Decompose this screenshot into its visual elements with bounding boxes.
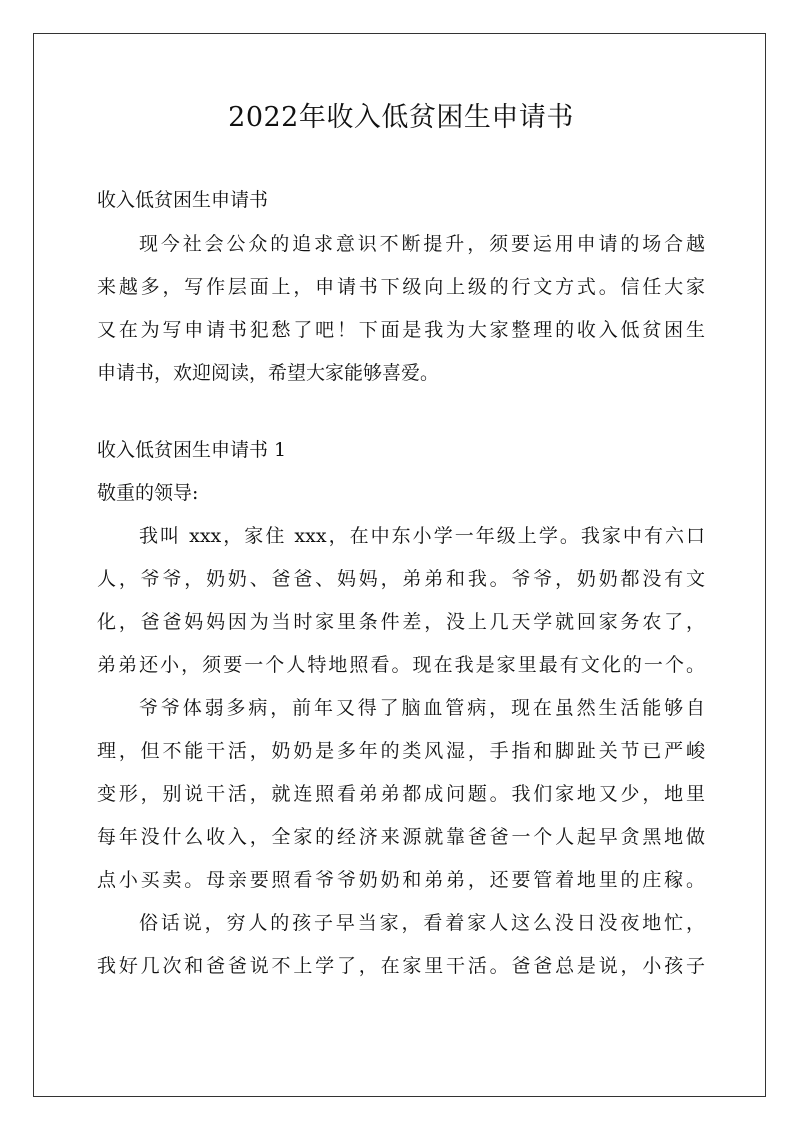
paragraph-line: 现今社会公众的追求意识不断提升，须要运用申请的场合越 bbox=[139, 233, 705, 255]
section-heading: 收入低贫困生申请书 bbox=[97, 189, 269, 211]
paragraph-line: 俗话说，穷人的孩子早当家，看着家人这么没日没夜地忙， bbox=[139, 912, 705, 934]
paragraph-line: 又在为写申请书犯愁了吧！下面是我为大家整理的收入低贫困生 bbox=[97, 319, 705, 341]
paragraph-line: 我叫 xxx，家住 xxx，在中东小学一年级上学。我家中有六口 bbox=[139, 525, 705, 547]
paragraph-line: 申请书，欢迎阅读，希望大家能够喜爱。 bbox=[97, 362, 440, 384]
paragraph-line: 点小买卖。母亲要照看爷爷奶奶和弟弟，还要管着地里的庄稼。 bbox=[97, 869, 705, 891]
paragraph-line: 弟弟还小，须要一个人特地照看。现在我是家里最有文化的一个。 bbox=[97, 654, 705, 676]
paragraph-line: 理，但不能干活，奶奶是多年的类风湿，手指和脚趾关节已严峻 bbox=[97, 740, 705, 762]
paragraph-line: 每年没什么收入，全家的经济来源就靠爸爸一个人起早贪黑地做 bbox=[97, 826, 705, 848]
paragraph-line: 爷爷体弱多病，前年又得了脑血管病，现在虽然生活能够自 bbox=[139, 697, 705, 719]
paragraph-line: 我好几次和爸爸说不上学了，在家里干活。爸爸总是说，小孩子 bbox=[97, 955, 705, 977]
paragraph-line: 人，爷爷，奶奶、爸爸、妈妈，弟弟和我。爷爷，奶奶都没有文 bbox=[97, 568, 705, 590]
document-title: 2022年收入低贫困生申请书 bbox=[228, 102, 574, 133]
paragraph-line: 来越多，写作层面上，申请书下级向上级的行文方式。信任大家 bbox=[97, 276, 705, 298]
paragraph-line: 化，爸爸妈妈因为当时家里条件差，没上几天学就回家务农了， bbox=[97, 611, 705, 633]
paragraph-line: 变形，别说干活，就连照看弟弟都成问题。我们家地又少，地里 bbox=[97, 783, 705, 805]
salutation: 敬重的领导: bbox=[97, 482, 199, 504]
section-heading: 收入低贫困生申请书 1 bbox=[97, 439, 287, 461]
